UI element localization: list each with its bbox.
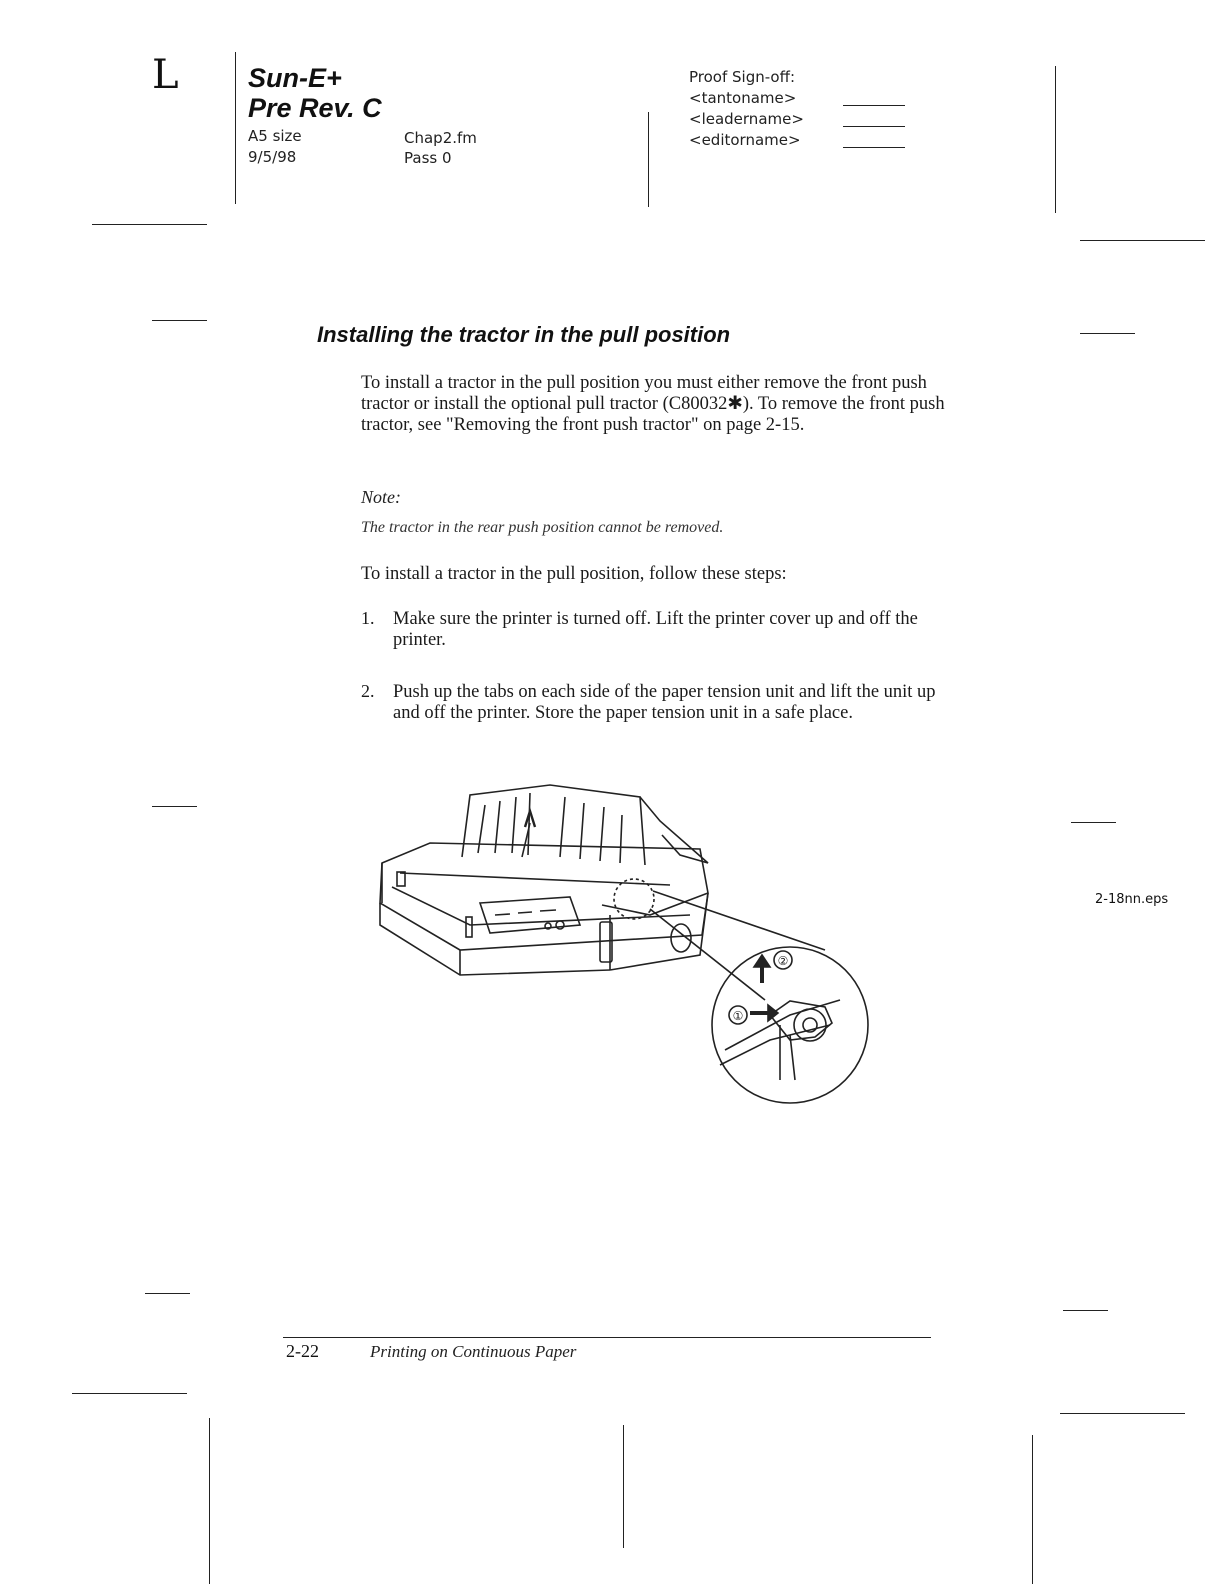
step-number: 1. <box>361 608 375 628</box>
note-label: Note: <box>361 487 401 507</box>
signoff-name: <editorname> <box>689 131 801 149</box>
crop-mark <box>72 1393 187 1394</box>
section-heading: Installing the tractor in the pull position <box>317 322 731 347</box>
crop-mark-vertical <box>209 1418 210 1584</box>
step-text: Make sure the printer is turned off. Lift the printer cover up and off the printer. <box>393 609 918 650</box>
pass-label: Pass 0 <box>404 149 452 167</box>
crop-mark <box>1060 1413 1185 1414</box>
crop-mark-vertical <box>1032 1435 1033 1584</box>
footer-chapter-title: Printing on Continuous Paper <box>370 1342 577 1361</box>
date-label: 9/5/98 <box>248 148 297 166</box>
corner-letter: L <box>152 52 179 98</box>
signoff-line <box>843 147 905 148</box>
signoff-title: Proof Sign-off: <box>689 68 795 86</box>
step-text: Push up the tabs on each side of the paper tension unit and lift the unit up and off the printer. Store the paper tension unit in a safe place. <box>393 682 936 723</box>
crop-mark <box>1063 1310 1108 1311</box>
step-number: 2. <box>361 681 375 701</box>
file-label: Chap2.fm <box>404 129 477 147</box>
crop-mark-vertical <box>623 1425 624 1548</box>
header-left-rule <box>235 52 236 204</box>
footer-page-number: 2-22 <box>286 1341 319 1361</box>
header-center-rule <box>648 112 649 207</box>
printer-illustration <box>370 775 880 1105</box>
crop-mark <box>1080 240 1205 241</box>
revision-label: Pre Rev. C <box>248 93 382 123</box>
signoff-name: <leadername> <box>689 110 804 128</box>
crop-mark <box>152 320 207 321</box>
signoff-line <box>843 126 905 127</box>
size-label: A5 size <box>248 127 302 145</box>
figure-filename: 2-18nn.eps <box>1095 892 1169 907</box>
crop-mark <box>145 1293 190 1294</box>
crop-mark <box>92 224 207 225</box>
crop-mark <box>1071 822 1116 823</box>
header-right-rule <box>1055 66 1056 213</box>
signoff-name: <tantoname> <box>689 89 797 107</box>
signoff-line <box>843 105 905 106</box>
footer-rule <box>283 1337 931 1338</box>
lead-in-text: To install a tractor in the pull position, follow these steps: <box>361 564 787 584</box>
intro-paragraph: To install a tractor in the pull position you must either remove the front push tractor or install the optional pull tractor (C80032✱). To remove the front push tractor, see "Removing the front push tractor" on page 2-15. <box>361 373 945 435</box>
crop-mark <box>152 806 197 807</box>
crop-mark <box>1080 333 1135 334</box>
product-name: Sun-E+ <box>248 63 342 93</box>
callout-2: ② <box>777 954 789 968</box>
note-text: The tractor in the rear push position cannot be removed. <box>361 519 724 536</box>
callout-1: ① <box>732 1009 744 1023</box>
